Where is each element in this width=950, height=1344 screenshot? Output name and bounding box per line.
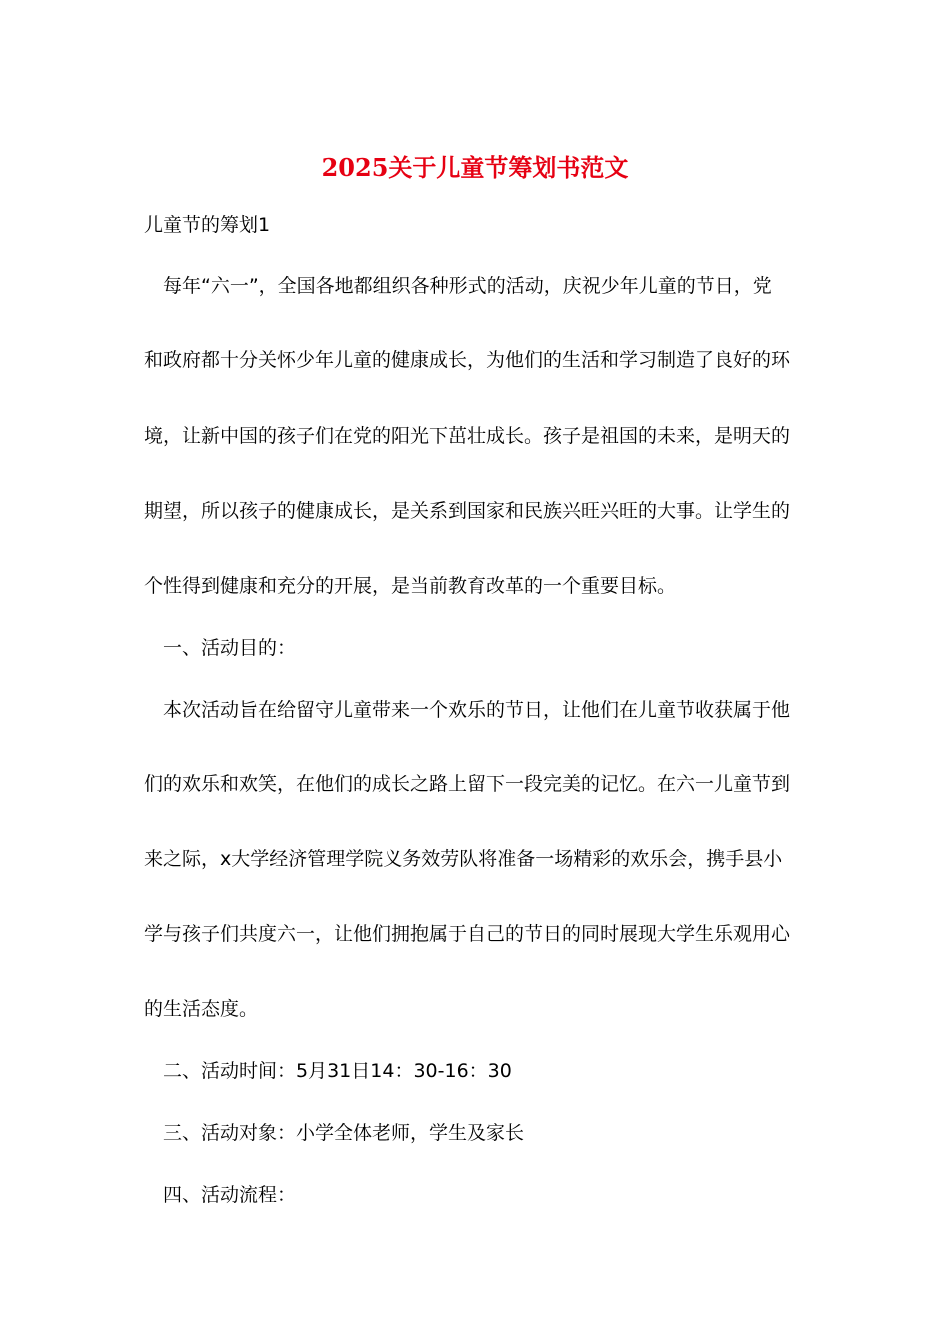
paragraph-line: 期望，所以孩子的健康成长，是关系到国家和民族兴旺兴旺的大事。让学生的 bbox=[144, 500, 791, 522]
paragraph-line: 学与孩子们共度六一，让他们拥抱属于自己的节日的同时展现大学生乐观用心 bbox=[144, 923, 791, 945]
section-heading-purpose: 一、活动目的： bbox=[163, 637, 297, 659]
document-title: 2025关于儿童节筹划书范文 bbox=[321, 153, 629, 182]
paragraph-line: 个性得到健康和充分的开展，是当前教育改革的一个重要目标。 bbox=[144, 575, 677, 597]
paragraph-line: 境，让新中国的孩子们在党的阳光下茁壮成长。孩子是祖国的未来，是明天的 bbox=[144, 425, 791, 447]
section-heading-process: 四、活动流程： bbox=[163, 1184, 297, 1206]
paragraph-line: 的生活态度。 bbox=[144, 998, 259, 1020]
section-heading-audience: 三、活动对象：小学全体老师，学生及家长 bbox=[163, 1122, 525, 1144]
paragraph-line: 本次活动旨在给留守儿童带来一个欢乐的节日，让他们在儿童节收获属于他 bbox=[163, 699, 791, 721]
paragraph-line: 来之际，x大学经济管理学院义务效劳队将准备一场精彩的欢乐会，携手县小 bbox=[144, 848, 783, 870]
section-heading-time: 二、活动时间：5月31日14：30-16：30 bbox=[163, 1060, 512, 1082]
paragraph-line: 和政府都十分关怀少年儿童的健康成长，为他们的生活和学习制造了良好的环 bbox=[144, 349, 791, 371]
paragraph-line: 们的欢乐和欢笑，在他们的成长之路上留下一段完美的记忆。在六一儿童节到 bbox=[144, 773, 791, 795]
paragraph-line: 每年“六一”，全国各地都组织各种形式的活动，庆祝少年儿童的节日，党 bbox=[163, 275, 772, 297]
document-subtitle: 儿童节的筹划1 bbox=[144, 214, 271, 236]
